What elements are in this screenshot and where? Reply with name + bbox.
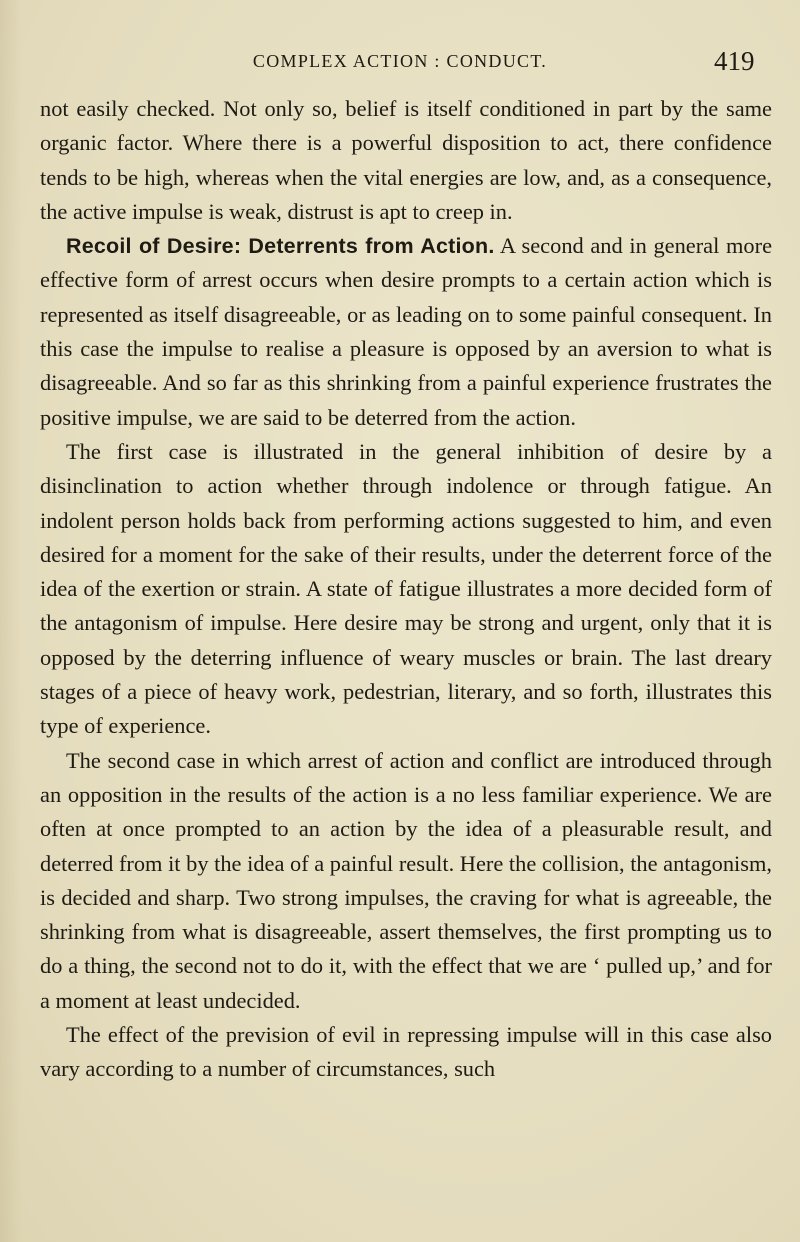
paragraph-text: A second and in general more effective form of arrest occurs when desire prompts to a certain action which is represented as itself disagreeable, or as leading on to some painful consequent. In this case the impulse to realise a pleasure is opposed by an aversion to what is disagreeable. And so far as this shrinking from a painful experience frustrates the positive impulse, we are said to be deterred from the action. (40, 233, 773, 430)
paragraph-second-case: The second case in which arrest of action and conflict are introduced through an opposition in the results of the action is a no less familiar experience. We are often at once prompted to an action by the idea of a pleasurable result, and deterred from it by the idea of a painful result. Here the collision, the antagonism, is decided and sharp. Two strong impulses, the craving for what is agreeable, the shrinking from what is disagreeable, assert themselves, the first prompting us to do a thing, the second not to do it, with the effect that we are ‘ pulled up,’ and for a moment at least undecided. (40, 747, 772, 1013)
paragraph-recoil-of-desire (40, 229, 772, 435)
paragraph-first-case: The first case is illustrated in the general inhibition of desire by a disinclination to action whether through indolence or through fatigue. An indolent person holds back from performing actions suggested to him, and even desired for a moment for the sake of their results, under the deterrent force of the idea of the exertion or strain. A state of fatigue illustrates a more decided form of the antagonism of impulse. Here desire may be strong and urgent, only that it is opposed by the deterring influence of weary muscles or brain. The last dreary stages of a piece of heavy work, pedestrian, literary, and so forth, illustrates this type of experience. (40, 438, 772, 739)
paragraph-prevision-of-evil: The effect of the prevision of evil in repressing impulse will in this case also vary according to a number of circumstances, such (40, 1022, 772, 1082)
running-header (0, 46, 800, 76)
paragraph-continued: not easily checked. Not only so, belief is itself conditioned in part by the same organic factor. Where there is a powerful disposition to act, there confidence tends to be high, whereas when the vital energies are low, and, as a consequence, the active impulse is weak, distrust is apt to creep in. (40, 96, 772, 224)
page-number: 419 (714, 46, 755, 76)
body-text (40, 92, 772, 1087)
running-title: COMPLEX ACTION : CONDUCT. (252, 51, 548, 71)
section-sidehead: Recoil of Desire: Deterrents from Action. (66, 234, 495, 259)
